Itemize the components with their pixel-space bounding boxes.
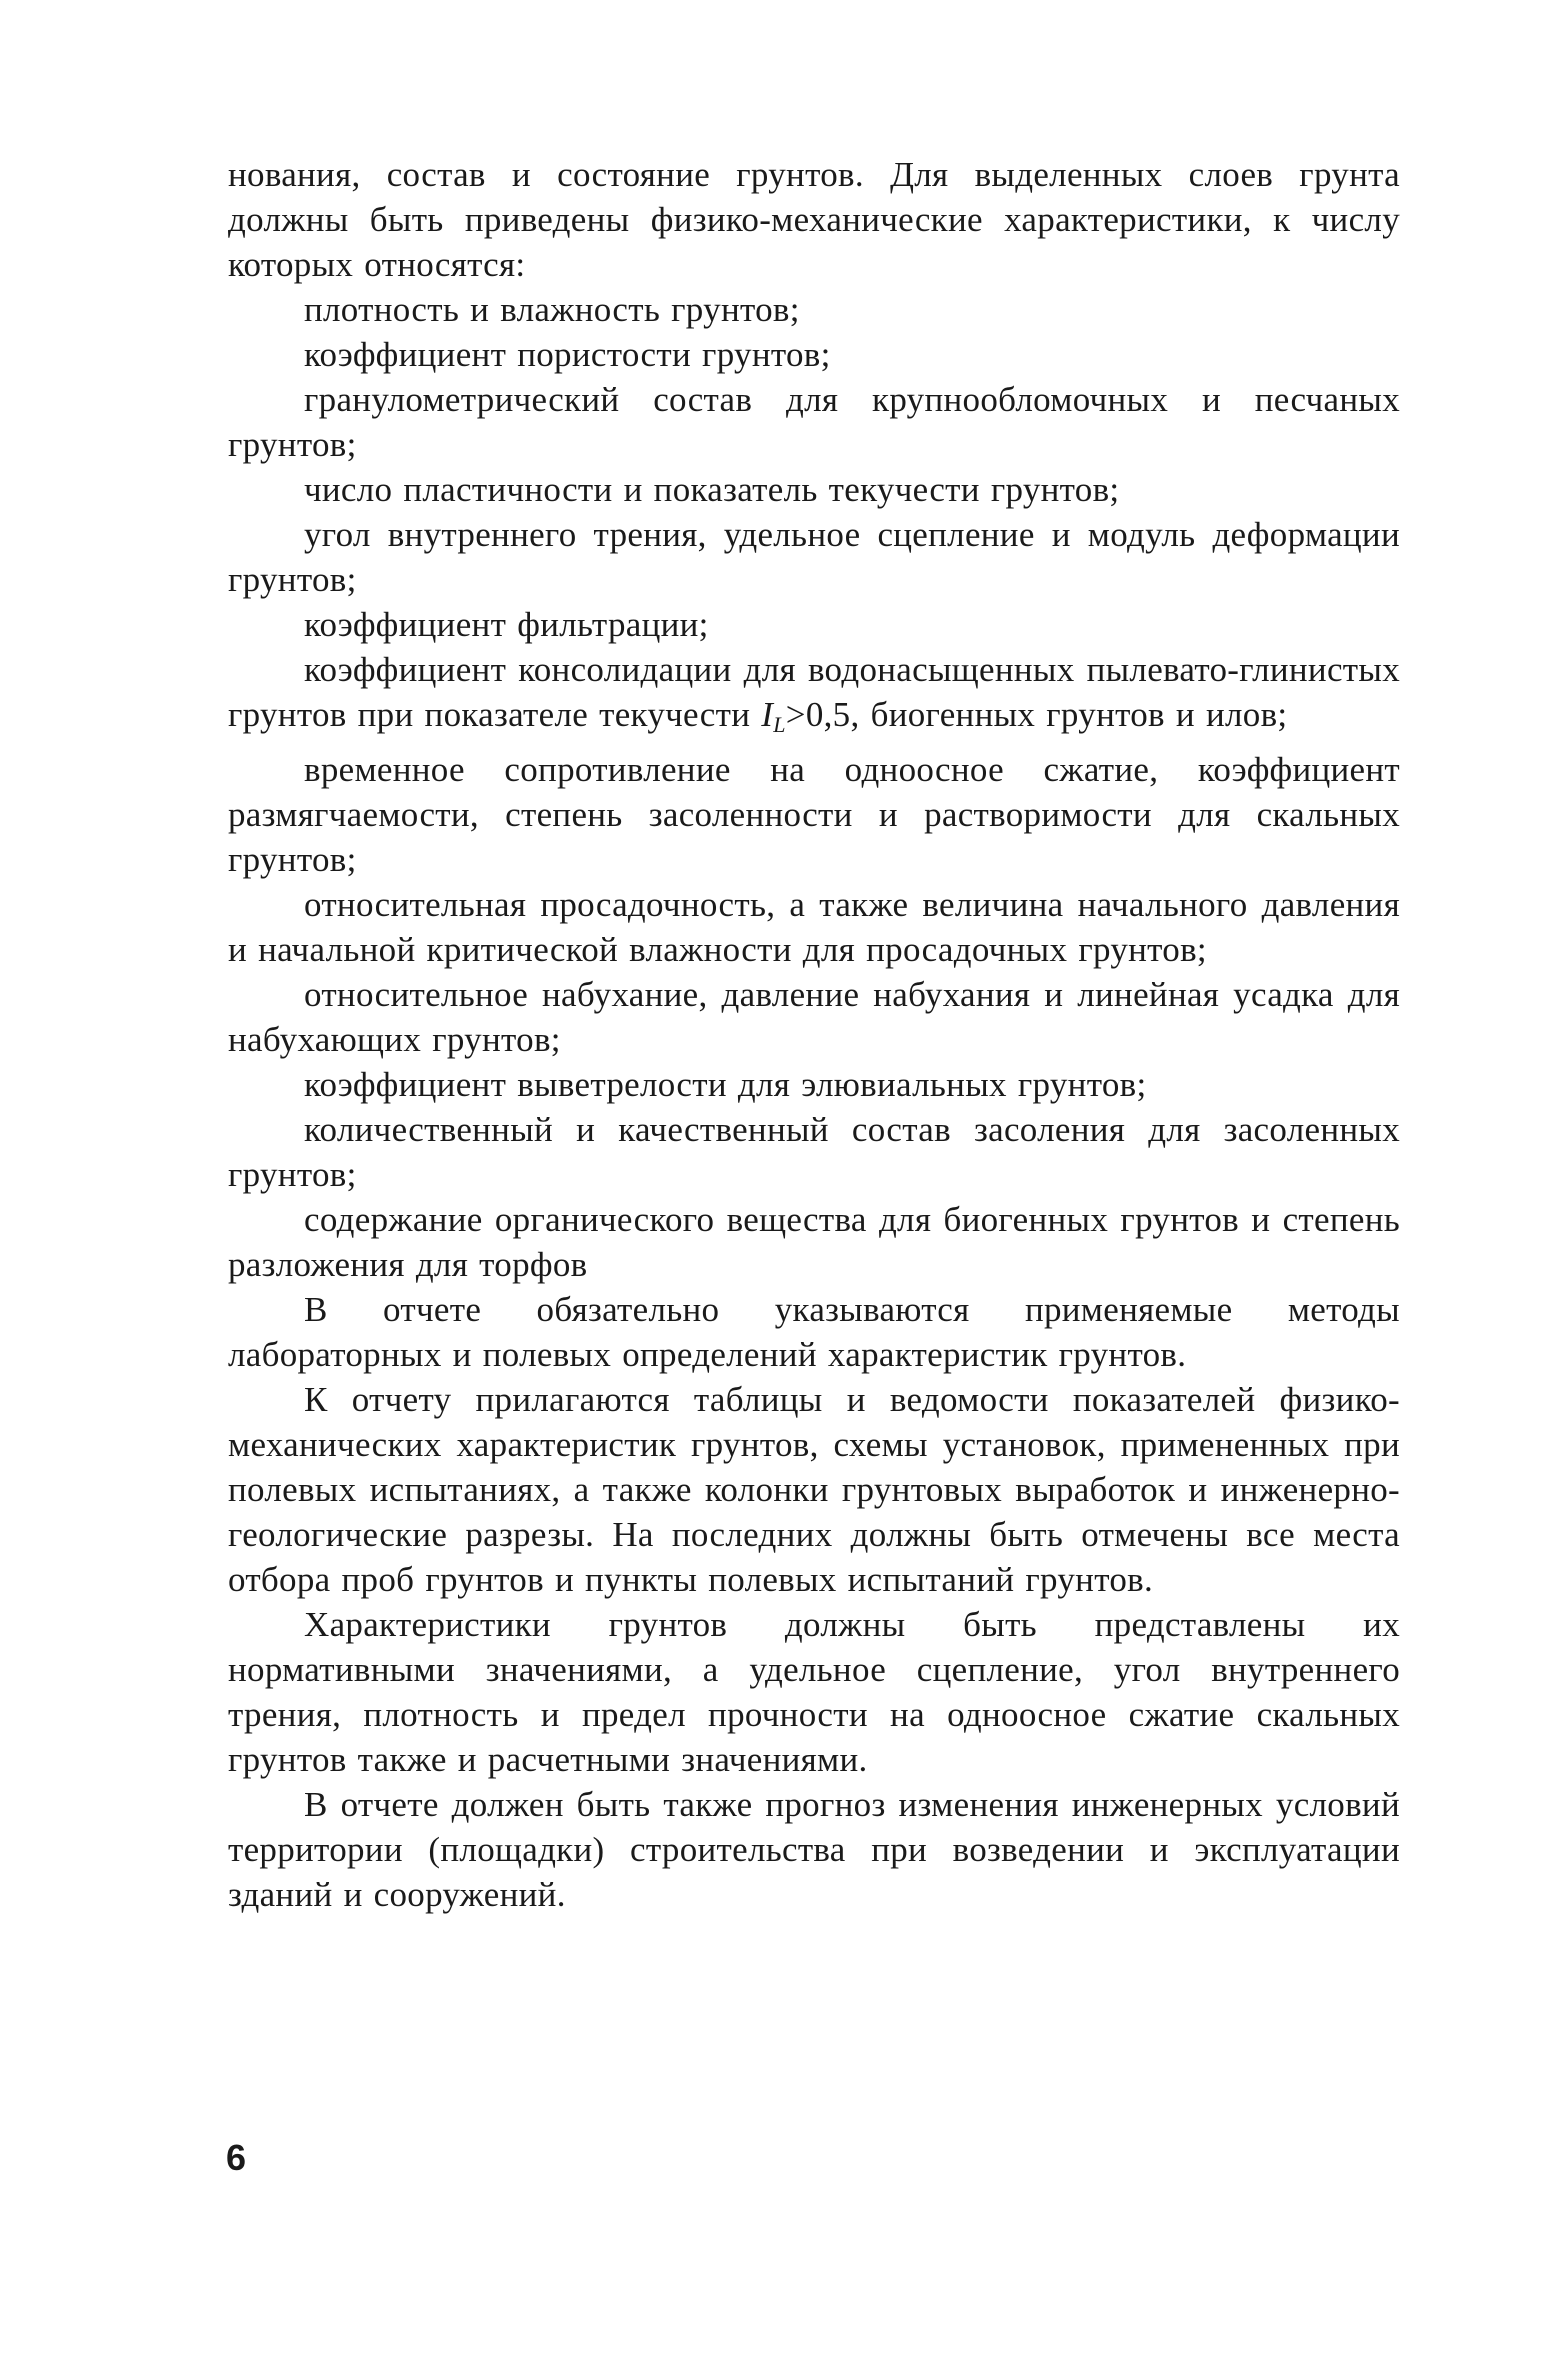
list-item: угол внутреннего трения, удельное сцепление и модуль деформации грунтов; xyxy=(228,515,1400,599)
list-item: гранулометрический состав для крупнообломочных и песчаных грунтов; xyxy=(228,380,1400,464)
list-item: относительная просадочность, а также величина начального давления и начальной критической влажности для просадочных грунтов; xyxy=(228,885,1400,969)
page-number: 6 xyxy=(226,2137,247,2178)
list-item: число пластичности и показатель текучести грунтов; xyxy=(304,470,1120,509)
body-text xyxy=(228,152,1400,1917)
list-item xyxy=(228,647,1400,747)
list-item-text: >0,5, биогенных грунтов и илов; xyxy=(785,695,1288,734)
paragraph: В отчете должен быть также прогноз изменения инженерных условий территории (площадки) строительства при возведении и эксплуатации зданий и сооружений. xyxy=(228,1785,1400,1914)
paragraph: К отчету прилагаются таблицы и ведомости показателей физико-механических характеристик грунтов, схемы установок, примененных при полевых испытаниях, а также колонки грунтовых выработок и инженерно-геологические разрезы. На последних должны быть отмечены все места отбора проб грунтов и пункты полевых испытаний грунтов. xyxy=(228,1380,1400,1599)
list-item: количественный и качественный состав засоления для засоленных грунтов; xyxy=(228,1110,1400,1194)
paragraph: Характеристики грунтов должны быть представлены их нормативными значениями, а удельное сцепление, угол внутреннего трения, плотность и предел прочности на одноосное сжатие скальных грунтов также и расчетными значениями. xyxy=(228,1605,1400,1779)
list-item: коэффициент пористости грунтов; xyxy=(304,335,831,374)
list-item: содержание органического вещества для биогенных грунтов и степень разложения для торфов xyxy=(228,1200,1400,1284)
liquidity-index-symbol: I xyxy=(761,695,774,734)
list-item: плотность и влажность грунтов; xyxy=(304,290,800,329)
paragraph: В отчете обязательно указываются применяемые методы лабораторных и полевых определений характеристик грунтов. xyxy=(228,1290,1400,1374)
list-item: временное сопротивление на одноосное сжатие, коэффициент размягчаемости, степень засоленности и растворимости для скальных грунтов; xyxy=(228,750,1400,879)
list-item-text: коэффициент консолидации для водонасыщенных пылевато-глинистых грунтов при показателе текучести xyxy=(228,650,1400,734)
liquidity-index-subscript: L xyxy=(773,712,786,737)
list-item: относительное набухание, давление набухания и линейная усадка для набухающих грунтов; xyxy=(228,975,1400,1059)
paragraph: нования, состав и состояние грунтов. Для выделенных слоев грунта должны быть приведены физико-механические характеристики, к числу которых относятся: xyxy=(228,155,1400,284)
list-item: коэффициент выветрелости для элювиальных грунтов; xyxy=(304,1065,1147,1104)
list-item: коэффициент фильтрации; xyxy=(304,605,709,644)
